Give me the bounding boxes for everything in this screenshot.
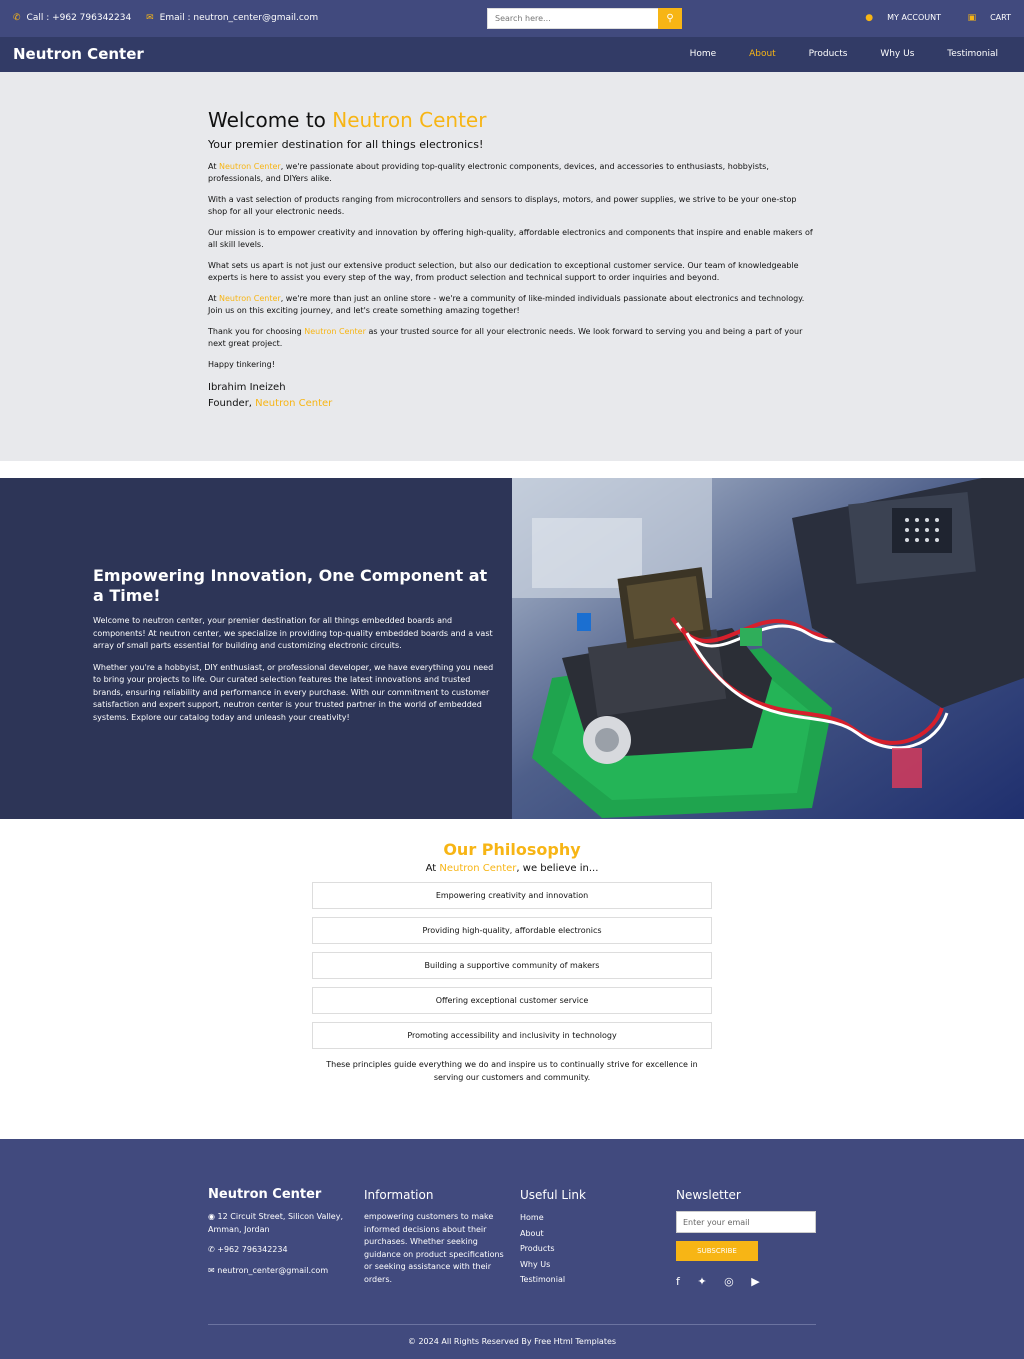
- welcome-title-brand: Neutron Center: [332, 108, 487, 132]
- youtube-icon[interactable]: ▶: [751, 1275, 760, 1288]
- welcome-paragraph: [208, 293, 816, 317]
- footer-link-products[interactable]: Products: [520, 1244, 555, 1253]
- philosophy-lead: [0, 863, 1024, 874]
- search-icon: ⚲: [666, 13, 674, 24]
- account-links: [841, 13, 1011, 23]
- phone-icon: ✆: [208, 1245, 215, 1254]
- nav-item-products[interactable]: Products: [808, 49, 848, 59]
- welcome-content: [208, 108, 816, 412]
- cart-icon: ▣: [967, 13, 977, 23]
- brand-logo[interactable]: Neutron Center: [13, 45, 144, 63]
- twitter-icon[interactable]: ✦: [697, 1275, 707, 1288]
- brand-highlight: Neutron Center: [219, 294, 281, 303]
- top-bar: [0, 0, 1024, 37]
- welcome-title-prefix: Welcome to: [208, 108, 333, 132]
- welcome-paragraph: [208, 161, 816, 185]
- copyright: © 2024 All Rights Reserved By Free Html Templates: [407, 1337, 617, 1346]
- nav-item-testimonial[interactable]: Testimonial: [947, 49, 998, 59]
- footer-brand: Neutron Center: [208, 1187, 322, 1202]
- philosophy-list: [312, 882, 712, 1049]
- text: At: [425, 863, 440, 874]
- facebook-icon[interactable]: f: [676, 1275, 680, 1288]
- welcome-paragraph: [208, 326, 816, 350]
- footer-link-about[interactable]: About: [520, 1228, 544, 1238]
- robot-illustration: [512, 478, 1024, 819]
- footer-link-home[interactable]: Home: [520, 1213, 544, 1222]
- nav-menu: [660, 49, 998, 59]
- envelope-icon: ✉: [146, 13, 154, 23]
- email-info[interactable]: [146, 13, 324, 23]
- footer-phone[interactable]: [208, 1244, 348, 1257]
- footer-divider: [208, 1324, 816, 1325]
- welcome-title: [208, 108, 816, 132]
- innovation-title: Empowering Innovation, One Component at a Time!: [93, 566, 488, 605]
- email-text: neutron_center@gmail.com: [217, 1265, 329, 1275]
- philosophy-item: Offering exceptional customer service: [312, 987, 712, 1014]
- text: Thank you for choosing: [208, 327, 305, 336]
- cart-label: CART: [990, 13, 1011, 22]
- phone-icon: ✆: [13, 13, 21, 23]
- cart-link[interactable]: [956, 13, 1011, 22]
- nav-item-why-us[interactable]: Why Us: [880, 49, 915, 59]
- text: At: [208, 162, 220, 171]
- brand-highlight: Neutron Center: [255, 398, 333, 409]
- text: , we believe in...: [516, 863, 599, 874]
- innovation-section: [0, 478, 1024, 819]
- nav-item-home[interactable]: Home: [689, 49, 717, 59]
- text: , we're more than just an online store - we're a community of like-minded individuals passionate about electronics and technology. Join us on this exciting journey, and let's create something amazing together!: [208, 294, 805, 315]
- footer-newsletter: [676, 1187, 816, 1288]
- philosophy-item: Promoting accessibility and inclusivity in technology: [312, 1022, 712, 1049]
- location-icon: ◉: [208, 1212, 215, 1221]
- footer-contact: [208, 1187, 348, 1277]
- information-title: Information: [364, 1188, 434, 1202]
- footer-link-testimonial[interactable]: Testimonial: [520, 1275, 566, 1284]
- subscribe-button[interactable]: SUBSCRIBE: [676, 1241, 758, 1261]
- my-account-link[interactable]: [853, 13, 941, 22]
- welcome-paragraph: What sets us apart is not just our extensive product selection, but also our dedication to exceptional customer service. Our team of knowledgeable experts is here to assist you every step of the way, from product selection and technical support to order inquiries and beyond.: [208, 261, 799, 282]
- footer-useful-links: [520, 1187, 660, 1288]
- welcome-paragraph: With a vast selection of products ranging from microcontrollers and sensors to displays, motors, and power supplies, we strive to be your one-stop shop for all your electronic needs.: [208, 195, 797, 216]
- newsletter-title: Newsletter: [676, 1188, 741, 1202]
- envelope-icon: ✉: [208, 1265, 215, 1275]
- call-info[interactable]: [13, 13, 137, 23]
- footer-email[interactable]: [208, 1265, 348, 1278]
- information-text: empowering customers to make informed decisions about their purchases. Whether seeking guidance on product specifications or seeking assistance with their orders.: [364, 1212, 504, 1284]
- signature-name: Ibrahim Ineizeh: [208, 382, 286, 393]
- brand-highlight: Neutron Center: [439, 863, 517, 874]
- address-text: 12 Circuit Street, Silicon Valley, Amman, Jordan: [208, 1212, 343, 1234]
- philosophy-item: Empowering creativity and innovation: [312, 882, 712, 909]
- philosophy-title: Our Philosophy: [443, 840, 581, 859]
- robot-kit-image: [512, 478, 1024, 819]
- useful-link-list: [520, 1210, 660, 1288]
- social-links: [676, 1275, 816, 1288]
- text: Founder,: [208, 398, 256, 409]
- welcome-subtitle: Your premier destination for all things electronics!: [208, 138, 484, 151]
- philosophy-section: [0, 840, 1024, 1084]
- email-text: Email : neutron_center@gmail.com: [159, 13, 319, 23]
- welcome-paragraph: Our mission is to empower creativity and innovation by offering high-quality, affordable electronics and components that inspire and enable makers of all skill levels.: [208, 228, 813, 249]
- footer-link-why-us[interactable]: Why Us: [520, 1259, 551, 1269]
- welcome-section: [0, 72, 1024, 461]
- search-input[interactable]: [487, 8, 658, 29]
- philosophy-closing: These principles guide everything we do and inspire us to continually strive for excellence in serving our customers and community.: [326, 1060, 698, 1082]
- philosophy-item: Building a supportive community of makers: [312, 952, 712, 979]
- innovation-paragraph: Whether you're a hobbyist, DIY enthusiast, or professional developer, we have everything you need to bring your projects to life. Our curated selection features the latest innovations and trusted brands, ensuring reliability and performance in every purchase. With our commitment to customer satisfaction and expert support, neutron center is your trusted partner in the world of embedded systems. Explore our catalog today and unleash your creativity!: [93, 662, 494, 722]
- footer: [0, 1139, 1024, 1359]
- contact-info: [13, 13, 330, 23]
- call-text: Call : +962 796342234: [26, 13, 132, 23]
- brand-highlight: Neutron Center: [304, 327, 366, 336]
- main-nav: [0, 37, 1024, 72]
- user-icon: ●: [865, 13, 874, 23]
- newsletter-email-input[interactable]: [676, 1211, 816, 1233]
- signature: [208, 380, 816, 412]
- instagram-icon[interactable]: ◎: [724, 1275, 734, 1288]
- search-button[interactable]: [658, 8, 682, 29]
- footer-information: [364, 1187, 509, 1286]
- innovation-paragraph: Welcome to neutron center, your premier destination for all things embedded boards and components! At neutron center, we specialize in providing top-quality embedded boards and a vast array of small parts essential for building and customizing electronic circuits.: [93, 616, 493, 650]
- nav-item-about[interactable]: About: [749, 49, 776, 59]
- text: as your trusted source for all your electronic needs. We look forward to serving you and being a part of your next great project.: [208, 327, 803, 348]
- phone-text: +962 796342234: [217, 1245, 288, 1254]
- footer-address[interactable]: [208, 1211, 348, 1236]
- philosophy-item: Providing high-quality, affordable electronics: [312, 917, 712, 944]
- brand-highlight: Neutron Center: [219, 162, 281, 171]
- useful-link-title: Useful Link: [520, 1188, 586, 1202]
- search-box: [487, 8, 682, 29]
- text: At: [208, 294, 220, 303]
- welcome-paragraph: Happy tinkering!: [208, 360, 275, 369]
- my-account-label: MY ACCOUNT: [887, 13, 942, 22]
- signature-role: [208, 396, 816, 412]
- innovation-text: [93, 566, 495, 724]
- text: , we're passionate about providing top-quality electronic components, devices, and accessories to enthusiasts, hobbyists, professionals, and DIYers alike.: [208, 162, 769, 183]
